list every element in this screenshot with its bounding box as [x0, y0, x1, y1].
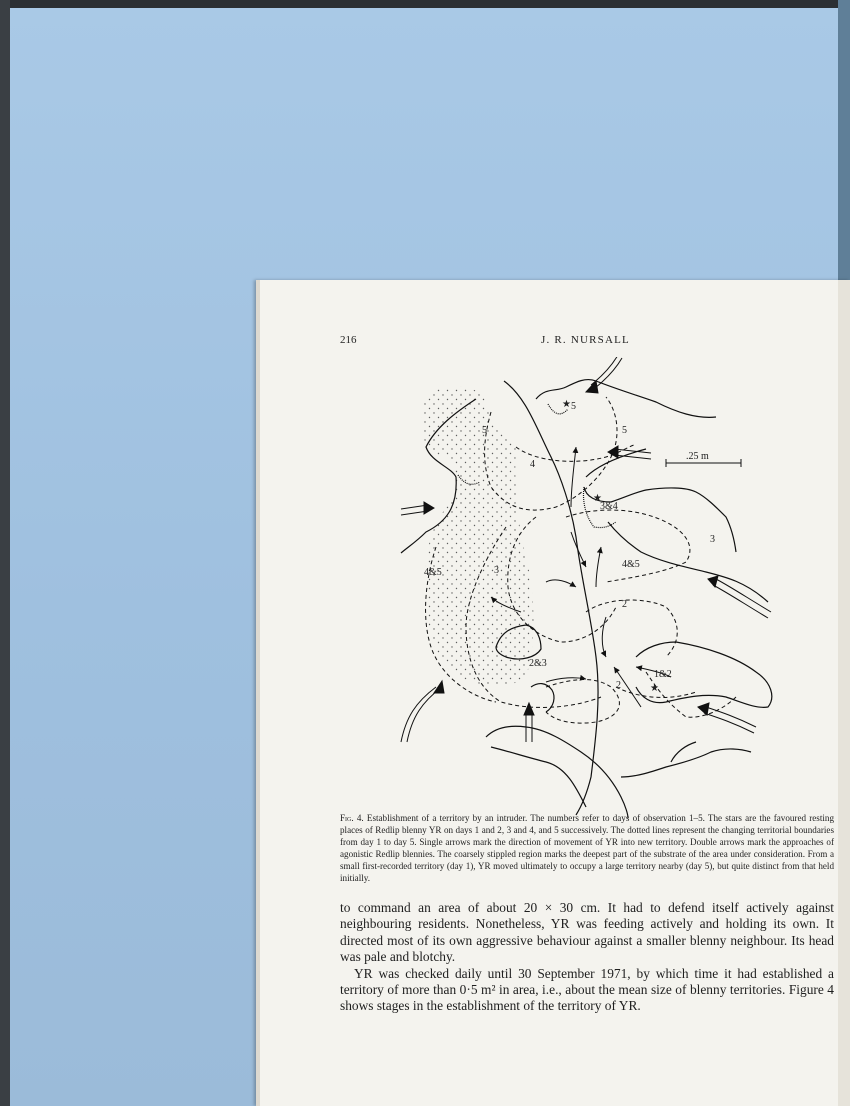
paragraph-2: YR was checked daily until 30 September 1971, by which time it had established a territory of more than 0·5 m² in area, i.e., about the mean size of blenny territories. Figure 4 shows stages in the establishment of the territory of YR.	[340, 965, 834, 1014]
territory-figure	[396, 357, 786, 818]
page-right-fold	[838, 280, 850, 1106]
body-text	[340, 900, 834, 1015]
stippled-region	[421, 387, 533, 686]
label-day1and2: 1&2	[654, 669, 672, 680]
caption-text: Establishment of a territory by an intruder. The numbers refer to days of observation 1–5. The stars are the favoured resting places of Redlip blenny YR on days 1 and 2, 3 and 4, and 5 successively. The dotted lines represent the changing territorial boundaries from day 1 to day 5. Single arrows mark the direction of movement of YR into new territory. Double arrows mark the approaches of agonistic Redlip blennies. The coarsely stippled region marks the deepest part of the substrate of the area under consideration. From a small first-recorded territory (day 1), YR moved ultimately to occupy a large territory nearby (day 5), but quite distinct from that held initially.	[340, 813, 834, 884]
left-edge	[0, 0, 10, 1106]
label-day5-left: 5	[482, 425, 487, 436]
label-day4: 4	[530, 459, 535, 470]
page-number: 216	[340, 334, 357, 346]
top-edge	[0, 0, 850, 8]
paragraph-1: to command an area of about 20 × 30 cm. It had to defend itself actively against neighbouring residents. Nonetheless, YR was feeding actively and holding its own. It directed most of its own aggressive behaviour against a smaller blenny neighbour. Its head was pale and blotchy.	[340, 900, 834, 965]
label-day3-right: 3	[710, 534, 715, 545]
figure-caption	[340, 812, 834, 885]
scale-label: .25 m	[686, 451, 709, 462]
label-star5: 5	[571, 401, 576, 412]
label-day5-right: 5	[622, 425, 627, 436]
caption-label: Fig. 4.	[340, 813, 364, 823]
label-day3: 3	[494, 565, 499, 576]
svg-text:★: ★	[562, 399, 571, 410]
svg-text:★: ★	[650, 683, 659, 694]
paper-page	[256, 280, 850, 1106]
label-day4and5-left: 4&5	[424, 567, 442, 578]
label-day2-lower: 2	[616, 680, 621, 691]
running-head: J. R. NURSALL	[541, 334, 630, 346]
svg-text:★: ★	[593, 493, 602, 504]
page-left-edge	[256, 280, 260, 1106]
label-day4and5-right: 4&5	[622, 559, 640, 570]
label-day2and3: 2&3	[529, 658, 547, 669]
label-day3and4: 3&4	[600, 501, 618, 512]
label-day2-upper: 2	[622, 599, 627, 610]
